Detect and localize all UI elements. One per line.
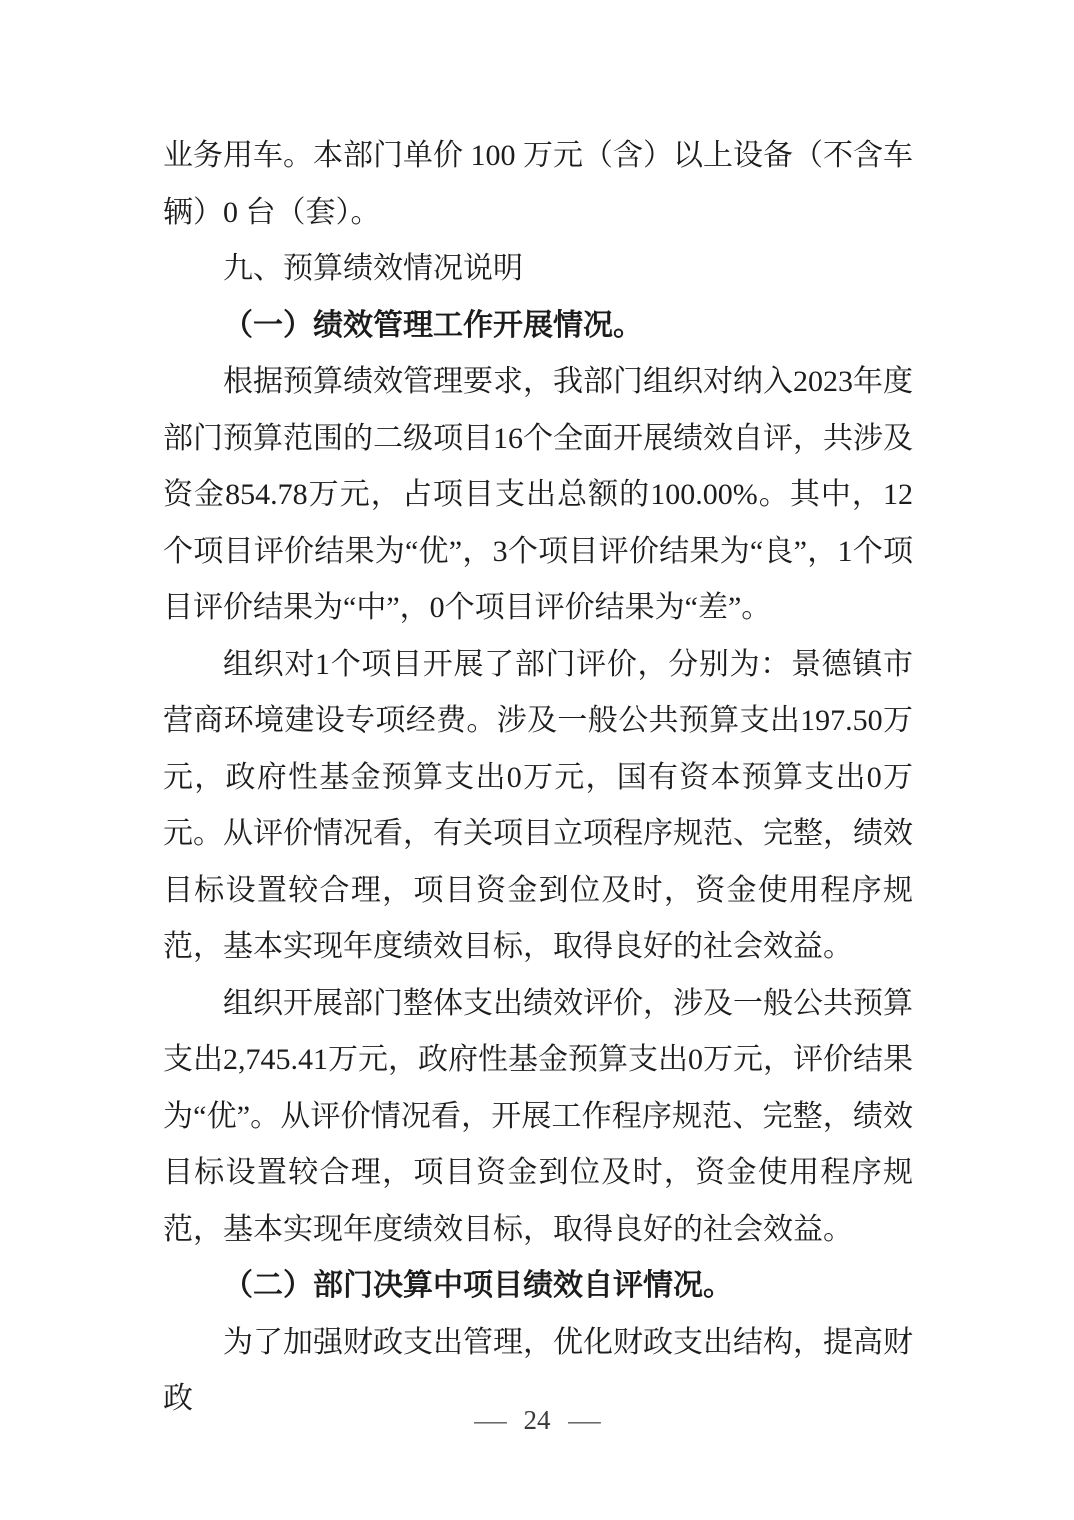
paragraph: 根据预算绩效管理要求，我部门组织对纳入2023年度部门预算范围的二级项目16个全面开展绩效自评，共涉及资金854.78万元，占项目支出总额的100.00%。其中，12个项目评价结果为“优”，3个项目评价结果为“良”，1个项目评价结果为“中”，0个项目评价结果为“差”。 (163, 365, 913, 624)
section-heading: 九、预算绩效情况说明 (223, 252, 523, 285)
paragraph-continuation: 业务用车。本部门单价 100 万元（含）以上设备（不含车辆）0 台（套）。 (163, 139, 913, 229)
footer-dash-right: — (567, 1405, 601, 1435)
document-body (163, 128, 913, 1428)
paragraph: 组织开展部门整体支出绩效评价，涉及一般公共预算支出2,745.41万元，政府性基金预算支出0万元，评价结果为“优”。从评价情况看，开展工作程序规范、完整，绩效目标设置较合理，项目资金到位及时，资金使用程序规范，基本实现年度绩效目标，取得良好的社会效益。 (163, 986, 913, 1246)
page-footer (0, 1400, 1074, 1440)
footer-dash-left: — (473, 1405, 507, 1435)
subsection-heading-2: （二）部门决算中项目绩效自评情况。 (223, 1269, 733, 1302)
page-number: 24 (523, 1405, 551, 1435)
paragraph: 为了加强财政支出管理，优化财政支出结构，提高财政 (163, 1325, 913, 1415)
paragraph: 组织对1个项目开展了部门评价，分别为：景德镇市营商环境建设专项经费。涉及一般公共预算支出197.50万元，政府性基金预算支出0万元，国有资本预算支出0万元。从评价情况看，有关项目立项程序规范、完整，绩效目标设置较合理，项目资金到位及时，资金使用程序规范，基本实现年度绩效目标，取得良好的社会效益。 (163, 647, 913, 963)
subsection-heading-1: （一）绩效管理工作开展情况。 (223, 308, 643, 342)
